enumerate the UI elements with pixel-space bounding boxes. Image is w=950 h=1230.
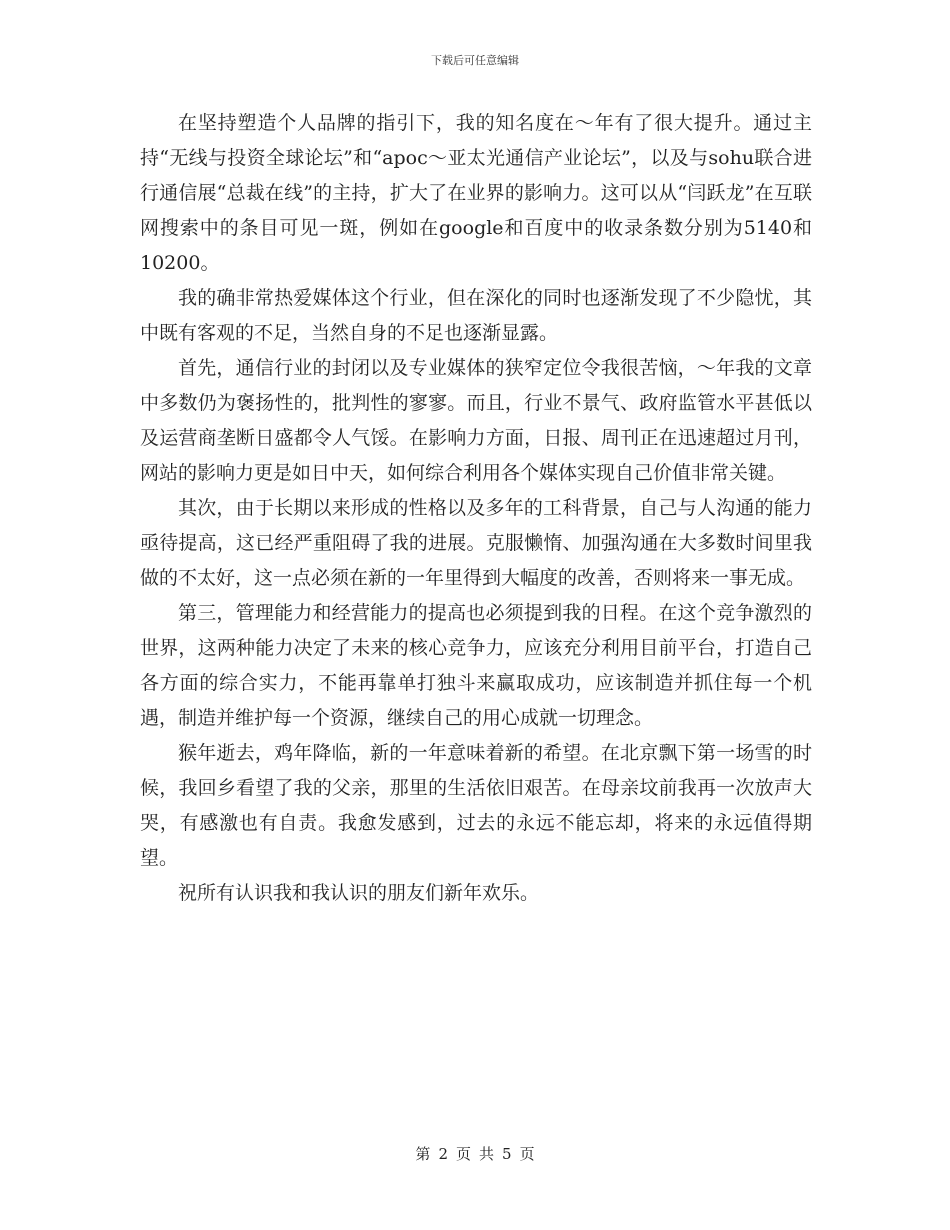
paragraph-4: 其次，由于长期以来形成的性格以及多年的工科背景，自己与人沟通的能力亟待提高，这已经严重阻碍了我的进展。克服懒惰、加强沟通在大多数时间里我做的不太好，这一点必须在新的一年里得到大幅度的改善，否则将来一事无成。: [140, 497, 812, 589]
footer-page-number: 2: [438, 1145, 448, 1163]
paragraph-5: 第三，管理能力和经营能力的提高也必须提到我的日程。在这个竞争激烈的世界，这两种能力决定了未来的核心竞争力，应该充分利用目前平台，打造自己各方面的综合实力，不能再靠单打独斗来赢取成功，应该制造并抓住每一个机遇，制造并维护每一个资源，继续自己的用心成就一切理念。: [140, 602, 812, 729]
footer-total-pages: 5: [502, 1145, 512, 1163]
footer-suffix: 页: [519, 1145, 535, 1163]
footer-prefix: 第: [415, 1145, 431, 1163]
paragraph-2: 我的确非常热爱媒体这个行业，但在深化的同时也逐渐发现了不少隐忧，其中既有客观的不足，当然自身的不足也逐渐显露。: [140, 287, 812, 344]
document-body: [140, 106, 812, 911]
footer-page-word: 页: [455, 1145, 471, 1163]
paragraph-6: 猴年逝去，鸡年降临，新的一年意味着新的希望。在北京飘下第一场雪的时候，我回乡看望了我的父亲，那里的生活依旧艰苦。在母亲坟前我再一次放声大哭，有感激也有自责。我愈发感到，过去的永远不能忘却，将来的永远值得期望。: [140, 742, 812, 869]
paragraph-1: 在坚持塑造个人品牌的指引下，我的知名度在～年有了很大提升。通过主持“无线与投资全球论坛”和“apoc～亚太光通信产业论坛”，以及与sohu联合进行通信展“总裁在线”的主持，扩大了在业界的影响力。这可以从“闫跃龙”在互联网搜索中的条目可见一斑，例如在google和百度中的收录条数分别为5140和10200。: [140, 112, 812, 274]
paragraph-3: 首先，通信行业的封闭以及专业媒体的狭窄定位令我很苦恼，～年我的文章中多数仍为褒扬性的，批判性的寥寥。而且，行业不景气、政府监管水平甚低以及运营商垄断日盛都令人气馁。在影响力方面，日报、周刊正在迅速超过月刊，网站的影响力更是如日中天，如何综合利用各个媒体实现自己价值非常关键。: [140, 357, 812, 484]
paragraph-7: 祝所有认识我和我认识的朋友们新年欢乐。: [178, 882, 540, 904]
footer-of: 共: [479, 1145, 495, 1163]
page-header: 下载后可任意编辑: [431, 54, 519, 67]
page-footer: [0, 1143, 950, 1164]
